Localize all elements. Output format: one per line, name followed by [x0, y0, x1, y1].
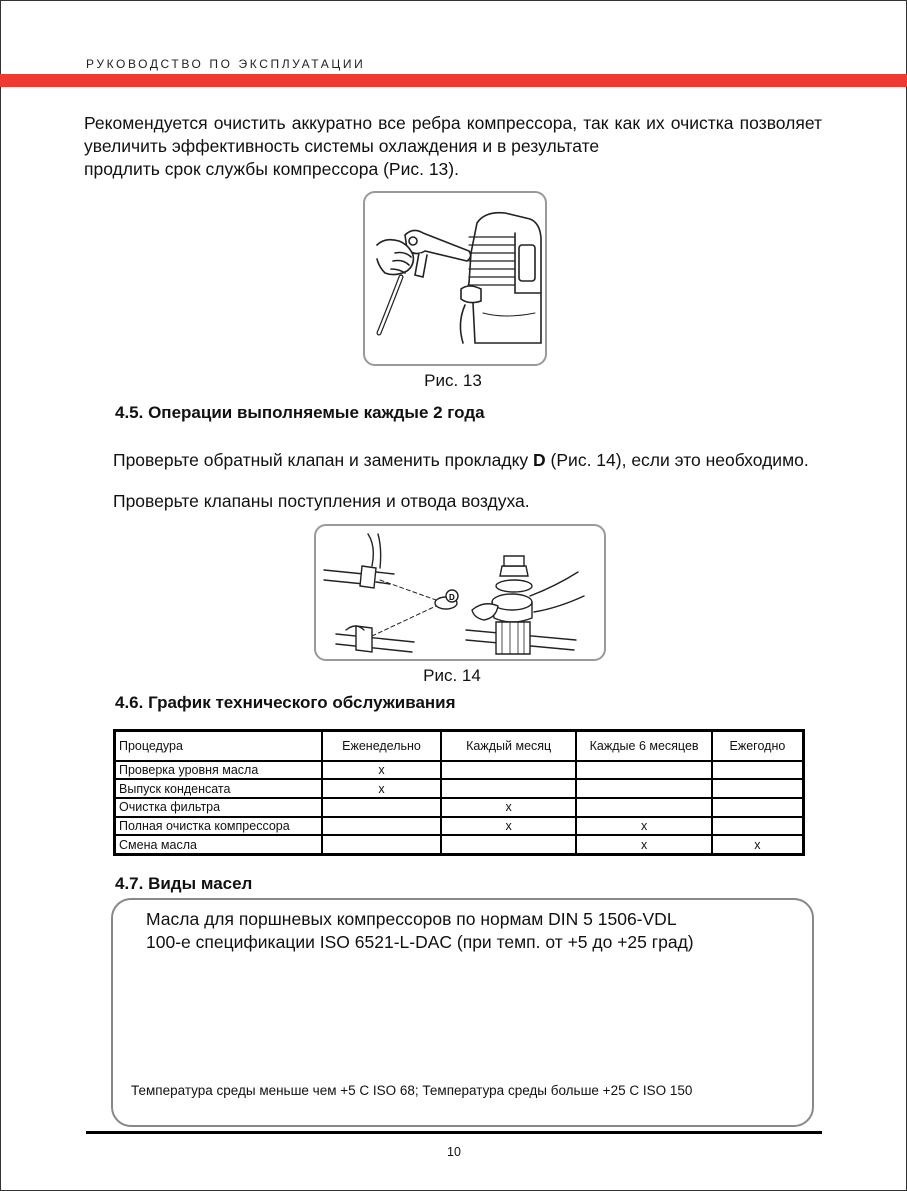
oil-spec-line-1: Масла для поршневых компрессоров по нормам DIN 5 1506-VDL: [146, 909, 677, 929]
row-6-months: [576, 779, 711, 798]
compressor-cleaning-drawing: [365, 193, 545, 364]
row-6-months: x: [576, 817, 711, 836]
row-6-months: [576, 798, 711, 817]
footer-rule: [86, 1131, 822, 1134]
row-monthly: [441, 761, 576, 780]
section-4-6-title: 4.6. График технического обслуживания: [115, 693, 456, 712]
row-yearly: [712, 761, 804, 780]
row-weekly: [322, 817, 441, 836]
oil-spec-line-2: 100-е спецификации ISO 6521-L-DAC (при темп. от +5 до +25 град): [146, 932, 694, 952]
row-yearly: [712, 798, 804, 817]
row-procedure: Полная очистка компрессора: [115, 817, 323, 836]
figure-14-caption: Рис. 14: [423, 666, 481, 685]
header-red-bar: [0, 74, 907, 87]
row-yearly: [712, 817, 804, 836]
row-procedure: Выпуск конденсата: [115, 779, 323, 798]
document-header-title: РУКОВОДСТВО ПО ЭКСПЛУАТАЦИИ: [86, 57, 366, 71]
row-procedure: Смена масла: [115, 835, 323, 854]
row-monthly: x: [441, 817, 576, 836]
table-row: [115, 761, 804, 780]
row-6-months: [576, 761, 711, 780]
section-4-5-paragraph: [84, 449, 822, 472]
figure-13-illustration: [363, 191, 547, 366]
maintenance-schedule-table: [113, 729, 805, 856]
figure-14-illustration: [314, 524, 606, 661]
row-weekly: [322, 798, 441, 817]
intro-paragraph: [84, 112, 822, 181]
oil-types-box: [111, 898, 814, 1127]
row-weekly: x: [322, 779, 441, 798]
table-row: [115, 817, 804, 836]
row-yearly: x: [712, 835, 804, 854]
table-row: [115, 835, 804, 854]
row-weekly: x: [322, 761, 441, 780]
row-monthly: x: [441, 798, 576, 817]
header-procedure: Процедура: [115, 731, 323, 761]
valves-check-paragraph: Проверьте клапаны поступления и отвода воздуха.: [113, 491, 530, 511]
row-monthly: [441, 835, 576, 854]
header-6-months: Каждые 6 месяцев: [576, 731, 711, 761]
oil-temperature-note: Температура среды меньше чем +5 С ISO 68; Температура среды больше +25 С ISO 150: [131, 1083, 693, 1098]
header-monthly: Каждый месяц: [441, 731, 576, 761]
header-weekly: Еженедельно: [322, 731, 441, 761]
row-yearly: [712, 779, 804, 798]
section-4-5-title: 4.5. Операции выполняемые каждые 2 года: [115, 403, 485, 422]
header-yearly: Ежегодно: [712, 731, 804, 761]
gasket-label-bold: D: [533, 450, 546, 470]
intro-text: Рекомендуется очистить аккуратно все ребра компрессора, так как их очистка позволяет увеличить эффективность системы охлаждения и в результате: [84, 113, 822, 156]
row-procedure: Проверка уровня масла: [115, 761, 323, 780]
figure-13-caption: Рис. 13: [424, 371, 482, 390]
check-valve-drawing: [316, 526, 604, 659]
gasket-d-label: D: [449, 593, 455, 602]
check-valve-text: Проверьте обратный клапан и заменить прокладку: [113, 450, 534, 470]
intro-last-line: продлить срок службы компрессора (Рис. 13).: [84, 159, 459, 179]
row-monthly: [441, 779, 576, 798]
row-6-months: x: [576, 835, 711, 854]
section-4-7-title: 4.7. Виды масел: [115, 874, 253, 893]
row-procedure: Очистка фильтра: [115, 798, 323, 817]
page-number: 10: [447, 1145, 461, 1159]
table-row: [115, 798, 804, 817]
row-weekly: [322, 835, 441, 854]
table-row: [115, 779, 804, 798]
check-valve-text-end: (Рис. 14), если это необходимо.: [545, 450, 809, 470]
table-header-row: [115, 731, 804, 761]
